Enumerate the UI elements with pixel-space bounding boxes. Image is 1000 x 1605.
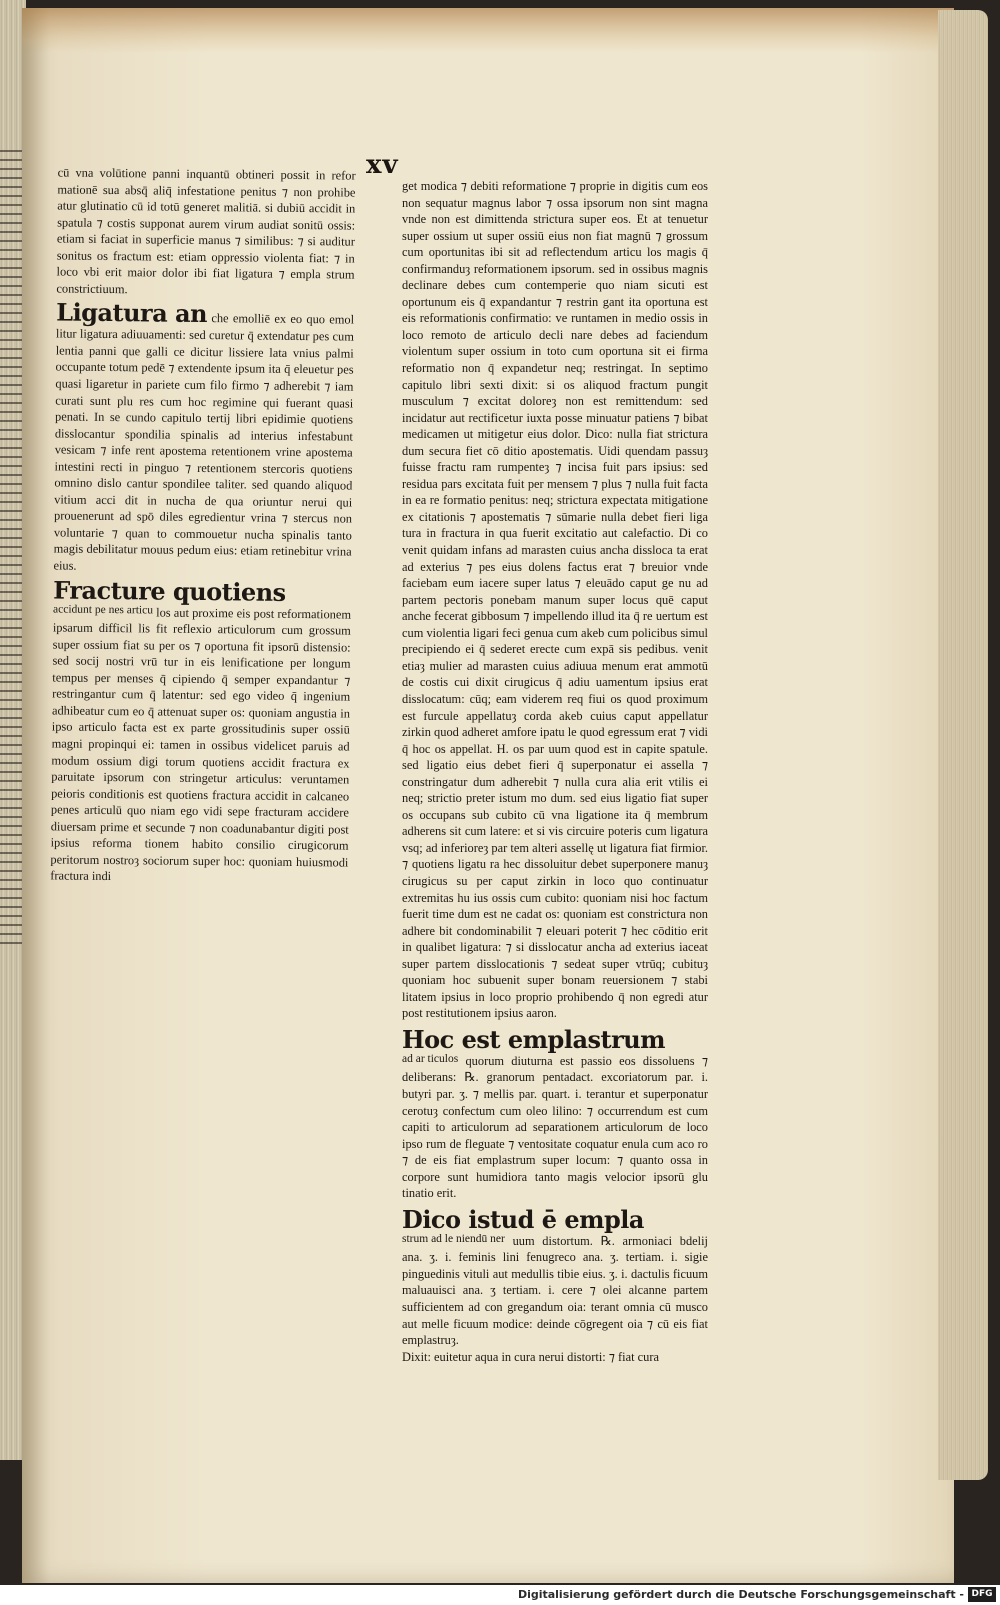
right-text-column	[402, 178, 708, 1364]
paragraph: che emolliē ex eo quo emol litur ligatura adiuuamenti: sed curetur q̄ extendatur pes cum lentia panni que galli ce dicitur lissiere lata vnius palmi occupante totum pedē ⁊ extendente ipsum ita q̄ eleuetur pes quasi ligaretur in pariete cum filo firmo ⁊ adherebit ⁊ iam curati sunt plu res cum hoc regimine qui fuerant quasi penati. In se cundo capitulo tertij libri epidimie quotiens disslocantur spondilia spinalis ad interius infestabunt vesicam ⁊ infe rent apostema retentionem vrine apostema intestini recti in pinguo ⁊ retentionem stercoris quotiens omnino dislo cantur spondilee taliter. sed quando aliquod vitium acci dit in nucha de qua oriuntur nerui qui prouenerunt ad spō diles egredientur vrina ⁊ stercus non voluntarie ⁊ quan to commouetur nucha spinalis tanto magis debilitatur mouus pedum eius: etiam retinebitur vrina eius.	[53, 311, 355, 573]
heading-fracture: Fracture quotiens	[53, 575, 286, 607]
page-stack-edge	[938, 10, 988, 1480]
footer-credit: Digitalisierung gefördert durch die Deutsche Forschungsgemeinschaft -	[517, 1588, 964, 1601]
left-page-text-fragment	[0, 150, 22, 950]
heading-dico: Dico istud ē empla	[402, 1204, 644, 1234]
paragraph: uum distortum. ℞. armoniaci bdelij ana. ʒ. i. feminis lini fenugreco ana. ʒ. tertiam. i. sigie pinguedinis vituli aut medullis tibie eius. ʒ. i. dactulis ficuum maluauisci ana. ʒ tertiam. i. cere ⁊ olei alcanne partem sufficientem ad con gregandum oia: terant omnia cū musco aut melle ficuum modice: deinde cōgregent oia ⁊ cū eis fiat emplastruȝ.	[402, 1233, 708, 1348]
left-text-column	[46, 164, 355, 1257]
heading-tail: strum ad le niendū ner	[402, 1232, 505, 1245]
paragraph: Dixit: euitetur aqua in cura nerui distorti: ⁊ fiat cura	[402, 1349, 659, 1364]
footer-bar	[0, 1585, 1000, 1605]
paragraph: get modica ⁊ debiti reformatione ⁊ proprie in digitis cum eos non sequatur magnus labor ⁊ ossa ipsorum non sint magna vnde non est dimittenda strictura super eos. Et at tenuetur super ossium ut super ossiū eius non fiat magnū ⁊ grossum cum oportunitas ibi sit ad reflectendum articu los magis q̄ confirmanduȝ reformationem ipsorum. sed in ossibus magnis declinare debes cum contemperie quo niam sicuti est oportunum eis q̄ expandantur ⁊ restrin gant ita oportuna est eis reformationis confirmatio: ve runtamen in medio ossis in loco remoto de articulo decli nare debes ad faciendum violentum super ossium in toto cum oportuna sit ei firma reformatio non q̄ expandetur neq; restringat. In septimo capitulo libri sexti dixit: si os aliquod fractum pungit musculum ⁊ excitat doloreȝ non est remittendum: sed incidatur aut rectificetur iuxta posse minuatur patiens ⁊ bibat medicamen ut mitigetur eius dolor. Dico: nulla fiat strictura dum secura fiet cō ditio apostematis. Uidi quendam passuȝ fuisse fractu ram rumpenteȝ ⁊ incisa fuit pars ipsius: sed residua pars excitata fuit per mensem ⁊ plus ⁊ nulla fuit facta in ea re formatio penitus: neq; strictura expectata mitigatione ex citationis ⁊ apostematis ⁊ sūmarie nulla debet fieri liga tura in fractura in qua fuerit excitatio aut calefactio. Di co venit quidam infans ad marasten cuius ancha dissloca ta erat ad exterius ⁊ pes eius dolens factus erat ⁊ breuior vnde faciebam eum iacere super latus ⁊ eleuādo caput ge nu ad partem pectoris ponebam manum super locus quē caput anche fecerat gibbosum ⁊ impellendo illud ita q̄ re uertum est cum violentia ligari feci genua cum akeb cum policibus simul precipiendo ei q̄ sederet erecte cum expā sis pedibus. venit etiaȝ mulier ad marasten cuius adiuua menum erat ammotū de costis cui dixit cirugicus q̄ adiu uamentum ipsius erat disslocatum: cūq; eam viderem req fiui os quod proximum est furcule appellatuȝ corda akeb cuius caput appellatur zirkin quod adheret amfore ipatu le quod egressum erat ⁊ vidi q̄ hoc os appellat. H. os par uum quod est in capite spatule. sed ligatio eius debet fieri q̄ superponatur ei assella ⁊ constringatur dum adherebit ⁊ nulla cura alia erit vtilis ei neq; strictio preter istum mo dum. sed eius ligatio fiat super os occupans sub cubito cū vna ligatione ita q̄ membrum adherens sit cum latere: et si vis circuire poteris cum ligatura vsq; ad inferioreȝ par tem alteri assellę ut ligatura fiat firmior. ⁊ quotiens ligatu ra hec dissoluitur debet superponere manuȝ cirugicus su per caput zirkin in loco quo continuatur extremitas hu ius ossis cum cubito: quoniam nisi hoc factum fuerit time dum est ne cadat os: quoniam est constrictura non adhere bit condominabilit ⁊ eleuari poterit ⁊ hec cōditio erit in qualibet ligatura: ⁊ si disslocatur ancha ad exterius iaceat super partem disslocationis ⁊ sedeat super vtrūq; cubituȝ quoniam hoc subuenit super bonam reuersionem ⁊ stabi litatem ipsius in loco proprio prohibendo q̄ non egredi atur post restitutionem ipsius aaron.	[402, 179, 708, 1021]
paragraph: quorum diuturna est passio eos dissoluens ⁊ deliberans: ℞. granorum pentadact. excoriatorum par. i. butyri par. ʒ. ⁊ mellis par. quart. i. terantur et superponatur cerotuȝ confectum cum oleo lilino: ⁊ occurrendum est cum capiti to articulorum ad separationem articulorum de loco ipso rum de fleguate ⁊ ventositate coquatur enula cum aco ro ⁊ de eis fiat emplastrum super locum: ⁊ quanto ossa in corpore sunt humidiora tanto magis velocior ipsorū glu tinatio erit.	[402, 1053, 708, 1201]
paragraph: los aut proxime eis post reformationem ipsarum difficil lis fit reflexio articulorum cum grossum super ossium fiat su per os ⁊ oportuna fit ipsorū distensio: sed socij nostri vrū tur in eis lenificatione per longum tempus per menses q̄ cipiendo q̄ semper expandantur ⁊ restringantur cum q̄ latentur: sed ego video q̄ ingenium adhibeatur cum eo q̄ attenuat super os: quoniam angustia in ipso articulo facta est ex parte grossitudinis super ossiū magni propinqui ei: tamen in ossibus videlicet paruis ad modum ossium digi torum quotiens accidit fractura ex paruitate ipsorum con stringetur articulus: veruntamen peioris conditionis est quotiens fractura accidit in calcaneo penes articulū quo niam ego vidi sepe fracturam accidere diuersam prime et secunde ⁊ non coadunabantur digiti post ipsius reforma tionem habito consilio cirugicorum peritorum nostroȝ sociorum super hoc: quoniam huiusmodi fractura indi	[50, 605, 352, 884]
heading-ligatura: Ligatura an	[56, 297, 208, 329]
paragraph: cū vna volūtione panni inquantū obtineri possit in refor mationē sua absq̄ aliq̄ infestatione penitus ⁊ non prohibe atur glutinatio cū id totū generet malitiā. si dubiū accidit in spatula ⁊ costis supponat aurem virum audiat sonitū ossis: etiam si faciat in superficie manus ⁊ similibus: ⁊ si auditur sonitus os fractum est: etiam oppressio violenta fiat: ⁊ in loco vbi erit maior dolor ibi fiat ligatura ⁊ empla strum constrictiuum.	[56, 165, 356, 297]
heading-tail: accidunt pe nes articu	[52, 603, 154, 617]
dfg-logo: DFG	[968, 1587, 996, 1602]
folio-number: xv	[366, 150, 399, 180]
heading-hoc: Hoc est emplastrum	[402, 1024, 666, 1054]
heading-tail: ad ar ticulos	[402, 1052, 459, 1065]
